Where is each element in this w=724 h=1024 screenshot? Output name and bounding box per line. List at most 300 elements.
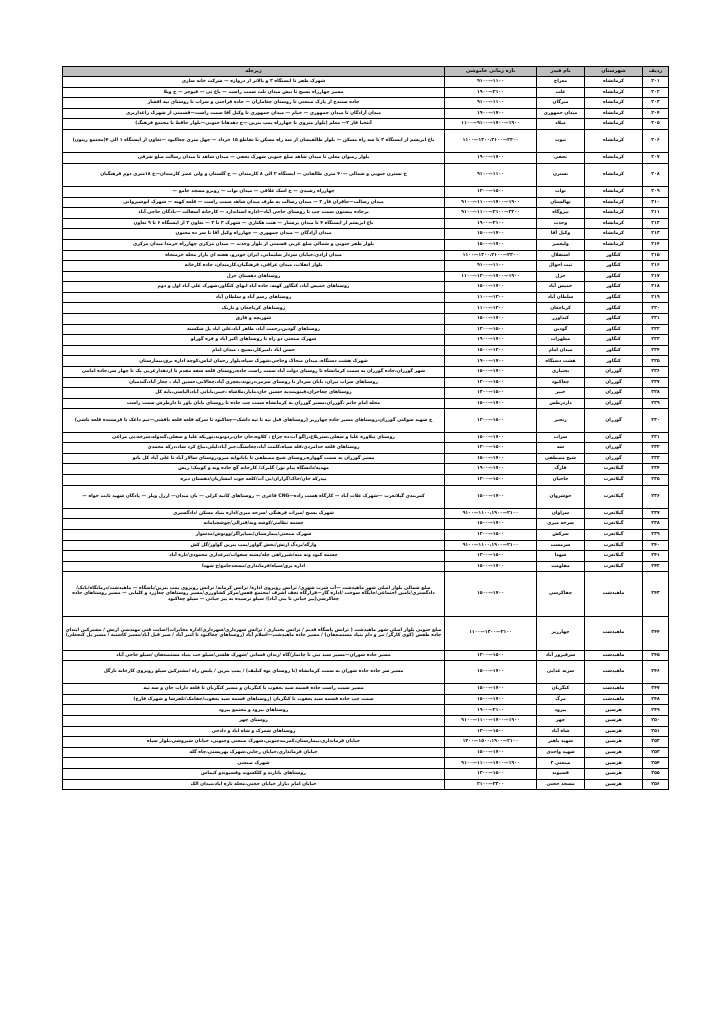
city-cell: کنگاور bbox=[585, 261, 643, 272]
city-cell: هرسین bbox=[585, 779, 643, 790]
time-cell: ۱۳۰۰—۱۵۰۰ bbox=[445, 186, 537, 197]
time-cell: ۱۳۰۰—۱۵۰۰ bbox=[445, 409, 537, 432]
table-row bbox=[63, 443, 669, 454]
route-cell: روستاهای گودین،رحمت آباد، طاهر آباد،علی اباد پل شکسته bbox=[63, 324, 445, 335]
table-row bbox=[63, 705, 669, 716]
time-cell: ۱۱۰۰—۱۳۰۰—۲۱۰۰ bbox=[445, 616, 537, 650]
time-cell: ۱۳۰۰—۱۵۰۰ bbox=[445, 529, 537, 540]
time-cell: ۱۵۰۰—۱۷۰۰ bbox=[445, 432, 537, 443]
table-row bbox=[63, 474, 669, 485]
radif-cell: ۲۲۹ bbox=[643, 398, 669, 409]
table-row bbox=[63, 432, 669, 443]
radif-cell: ۲۴۱ bbox=[643, 551, 669, 562]
feeder-cell: مطهرات bbox=[537, 335, 585, 346]
radif-cell: ۲۵۶ bbox=[643, 779, 669, 790]
table-row bbox=[63, 314, 669, 325]
radif-cell: ۲۱۶ bbox=[643, 261, 669, 272]
table-row bbox=[63, 303, 669, 314]
time-cell: ۱۳۰۰—۱۵۰۰ bbox=[445, 551, 537, 562]
city-cell: کنگاور bbox=[585, 282, 643, 293]
radif-cell: ۲۴۸ bbox=[643, 694, 669, 705]
table-row bbox=[63, 769, 669, 780]
table-row bbox=[63, 261, 669, 272]
time-cell: ۱۵۰۰—۱۷۰۰ bbox=[445, 229, 537, 240]
table-row bbox=[63, 239, 669, 250]
route-cell: مسیر جاده شوران—مسیر سید نبی تا چانمار/گاه /زندان قسانی /شهرک هلشی/سیلو حب بنیاد مستضعفان /سیلو حاجی آباد bbox=[63, 650, 445, 661]
radif-cell: ۲۲۸ bbox=[643, 388, 669, 399]
radif-cell: ۲۰۶ bbox=[643, 129, 669, 152]
route-cell: چشمه کبود ونه منه/شیرزاهی چله/پشته سفوات/مرغداری محمودی/تازه آباد bbox=[63, 551, 445, 562]
table-row bbox=[63, 98, 669, 109]
city-cell: کنگاور bbox=[585, 345, 643, 356]
city-cell: کنگاور bbox=[585, 356, 643, 367]
time-cell: ۱۵۰۰—۱۷۰۰ bbox=[445, 485, 537, 508]
table-row bbox=[63, 508, 669, 519]
time-cell: ۱۳۰۰—۱۵۰۰ bbox=[445, 388, 537, 399]
feeder-cell: خزل bbox=[537, 271, 585, 282]
radif-cell: ۲۲۳ bbox=[643, 335, 669, 346]
feeder-cell: هشت دستگاه bbox=[537, 356, 585, 367]
route-cell: شهرک بسیج /میرات فرهنگی /سرخه میری/اداره بنیاد مسکن /دادگستری bbox=[63, 508, 445, 519]
city-cell: کنگاور bbox=[585, 303, 643, 314]
route-cell: روستاهای دهستان خزل bbox=[63, 271, 445, 282]
feeder-cell: چهارزبر bbox=[537, 616, 585, 650]
feeder-cell: نهالستان bbox=[537, 197, 585, 208]
radif-cell: ۲۱۸ bbox=[643, 282, 669, 293]
route-cell: کمربندی گیلانغرب —شهرک علات آباد — کارگاه هست زاده—CNG قاعری — روستاهای کانیه کرلی — بان میدان— ارزل ویلر — پادگان شهید ثابت خواه — bbox=[63, 485, 445, 508]
time-cell: ۱۹۰۰—۱۷۰۰ bbox=[445, 464, 537, 475]
time-cell: ۱۵۰۰—۱۷۰۰ bbox=[445, 747, 537, 758]
header-radif: ردیف bbox=[643, 67, 669, 77]
time-cell: ۱۱۰۰—۱۳۰۰ bbox=[445, 292, 537, 303]
radif-cell: ۲۵۰ bbox=[643, 716, 669, 727]
radif-cell: ۲۴۴ bbox=[643, 616, 669, 650]
city-cell: هرسین bbox=[585, 758, 643, 769]
table-row bbox=[63, 77, 669, 88]
radif-cell: ۲۰۵ bbox=[643, 119, 669, 130]
radif-cell: ۲۰۷ bbox=[643, 153, 669, 164]
radif-cell: ۲۴۷ bbox=[643, 684, 669, 695]
radif-cell: ۲۳۰ bbox=[643, 409, 669, 432]
feeder-cell: معراج bbox=[537, 77, 585, 88]
city-cell: گوزران bbox=[585, 367, 643, 378]
table-row bbox=[63, 779, 669, 790]
table-row bbox=[63, 684, 669, 695]
radif-cell: ۲۵۴ bbox=[643, 758, 669, 769]
time-cell: ۲۱۰۰—۲۳۰۰ bbox=[445, 779, 537, 790]
city-cell: کرمانشاه bbox=[585, 229, 643, 240]
radif-cell: ۲۳۱ bbox=[643, 432, 669, 443]
radif-cell: ۲۰۳ bbox=[643, 98, 669, 109]
city-cell: ماهیدشت bbox=[585, 650, 643, 661]
feeder-cell: نیروگاه bbox=[537, 208, 585, 219]
city-cell: کنگاور bbox=[585, 324, 643, 335]
city-cell: هرسین bbox=[585, 737, 643, 748]
table-row bbox=[63, 529, 669, 540]
feeder-cell: وحدت bbox=[537, 218, 585, 229]
table-row bbox=[63, 153, 669, 164]
table-row bbox=[63, 356, 669, 367]
table-row bbox=[63, 335, 669, 346]
time-cell: ۱۹۰۰—۲۱۰۰ bbox=[445, 218, 537, 229]
city-cell: گیلانغرب bbox=[585, 519, 643, 530]
route-cell: خیابان فرمانداری،بیمارستان،کمربندجنوبی،شهرک صنعتی وجنوبی، خیابان شیروشی،بلوار سپاه bbox=[63, 737, 445, 748]
route-cell: خیابان فرمانداری،خیابان رجایی،شهرک بهزیستی،چاه گله bbox=[63, 747, 445, 758]
header-feeder: نام فیدر bbox=[537, 67, 585, 77]
table-row bbox=[63, 377, 669, 388]
header-route: زیرحله bbox=[63, 67, 445, 77]
city-cell: ماهیدشت bbox=[585, 684, 643, 695]
city-cell: کرمانشاه bbox=[585, 208, 643, 219]
route-cell: بیدرکه خان/خاک/گزاران/بی آب/کلغه جوب امشاریان/دهستان دیره bbox=[63, 474, 445, 485]
route-cell: ضلع شمالی بلوار اصلی شهر ماهیدشت —آب شرب شهری/ ترانس روبروی اداره/ ترانس کرمایه/ ترانس روبروی پمپ بنزین/پاسگاه — ماهیدشت/درمانگاه/بانک/دادگستری/تامین اجتماعی/جایگاه سوخت /اداره گاز—فرارگاه نجف اشرف /مجتمع قفس/مرکز کشاورزی/مسیر روستاهای چغازرد و کلپایی — مسیر روستاهای جاده چغاکرسی(پیر حیانی تا بنی آباد)/ سیلو نرسیده به پیر حیانی — سیلو چغاکبود bbox=[63, 572, 445, 616]
route-cell: روستاهای شمرک و شاه اباد و دادجی bbox=[63, 726, 445, 737]
radif-cell: ۲۲۱ bbox=[643, 314, 669, 325]
table-row bbox=[63, 229, 669, 240]
feeder-cell: سرنه غذایی bbox=[537, 661, 585, 684]
table-row bbox=[63, 324, 669, 335]
feeder-cell: شهدا bbox=[537, 551, 585, 562]
city-cell: گوزران bbox=[585, 388, 643, 399]
feeder-cell: استقلال bbox=[537, 250, 585, 261]
table-row bbox=[63, 650, 669, 661]
feeder-cell: نبوت bbox=[537, 129, 585, 152]
feeder-cell: مقاومت bbox=[537, 561, 585, 572]
city-cell: کرمانشاه bbox=[585, 129, 643, 152]
time-cell: ۱۳۰۰—۱۵۰۰ bbox=[445, 726, 537, 737]
city-cell: ماهیدشت bbox=[585, 661, 643, 684]
time-cell: ۱۱۰۰—۱۳۰۰—۱۷۰۰—۱۹۰۰ bbox=[445, 271, 537, 282]
route-cell: اداره برق/سپاه/فرمانداری/مسجدجامع/خ شهدا bbox=[63, 561, 445, 572]
time-cell: ۹۱۰۰—۱۱۰۰ bbox=[445, 98, 537, 109]
city-cell: گیلانغرب bbox=[585, 561, 643, 572]
city-cell: گیلانغرب bbox=[585, 474, 643, 485]
feeder-cell: کرباچغان bbox=[537, 303, 585, 314]
route-cell: میدان ازادی،خیابان سردار سلیمانی، ایران خودرو، هفته ای بازار محله خرمنجاه bbox=[63, 250, 445, 261]
time-cell: ۱۳۰۰—۱۵۰۰ bbox=[445, 324, 537, 335]
time-cell: ۱۵۰۰—۱۳۰۰ bbox=[445, 345, 537, 356]
city-cell: گیلانغرب bbox=[585, 464, 643, 475]
route-cell: شهرک هشت دستگاه، میدان ضحاک وحاجی،شهرک سپاه،بلوار رحمان لباس،کوچه اداره برق،بیمارستان bbox=[63, 356, 445, 367]
feeder-cell: ثبت احوال bbox=[537, 261, 585, 272]
route-cell: بلوار رضوان معلی تا میدان شاهد ضلع جنوبی شهرک نجفی — میدان شاهد تا میدان رسالت ضلع شرقی bbox=[63, 153, 445, 164]
city-cell: کرمانشاه bbox=[585, 218, 643, 229]
time-cell: ۹۱۰۰—۱۱۰۰—۱۷۰۰—۱۹۰۰ bbox=[445, 716, 537, 727]
table-row bbox=[63, 661, 669, 684]
city-cell: کرمانشاه bbox=[585, 197, 643, 208]
table-row bbox=[63, 616, 669, 650]
route-cell: باغ ابریشم از ایستگاه ۲ تا سه راه مسکن — بلوار طالقیسان از سه راه مسکن تا تقاطع ۱۵ خرداد — چهل متری چغاکبود —تعاون از ایستگاه ۱ الی ۴(مجتمع زیتون) bbox=[63, 129, 445, 152]
route-cell: برجاده بیستون سمت چپ تا روستای حاجی آباد—اداره استاندارد — کارخانه آسفالت —بادگان حاجی آباد bbox=[63, 208, 445, 219]
city-cell: کرمانشاه bbox=[585, 77, 643, 88]
radif-cell: ۲۲۶ bbox=[643, 367, 669, 378]
feeder-cell: بیرود bbox=[537, 705, 585, 716]
time-cell: ۱۵۰۰—۱۷۰۰ bbox=[445, 661, 537, 684]
time-cell: ۹۱۰۰—۱۱۰۰،۱۹۰۰—۲۱۰۰ bbox=[445, 508, 537, 519]
feeder-cell: حاجیان bbox=[537, 474, 585, 485]
time-cell: ۱۹۰۰—۱۷۰۰ bbox=[445, 335, 537, 346]
radif-cell: ۲۱۱ bbox=[643, 208, 669, 219]
city-cell: کرمانشاه bbox=[585, 98, 643, 109]
route-cell: حسن ایاد ،امیرکار،بسیج ، میدان امام bbox=[63, 345, 445, 356]
outage-table bbox=[62, 66, 669, 790]
route-cell: روستاهای بانازند و کلکشوند وفسیوندو کیماس bbox=[63, 769, 445, 780]
city-cell: گوزران bbox=[585, 398, 643, 409]
radif-cell: ۲۰۴ bbox=[643, 108, 669, 119]
table-row bbox=[63, 218, 669, 229]
city-cell: ماهیدشت bbox=[585, 616, 643, 650]
time-cell: ۱۳۰۰—۱۵۰۰ bbox=[445, 377, 537, 388]
time-cell: ۱۵۰۰—۱۷۰۰ bbox=[445, 694, 537, 705]
radif-cell: ۲۳۲ bbox=[643, 443, 669, 454]
feeder-cell: شه bbox=[537, 443, 585, 454]
time-cell: ۱۹۰۰—۱۷۰۰ bbox=[445, 356, 537, 367]
time-cell: ۱۵۰۰—۱۷۰۰ bbox=[445, 519, 537, 530]
city-cell: گیلانغرب bbox=[585, 540, 643, 551]
radif-cell: ۲۵۵ bbox=[643, 769, 669, 780]
time-cell: ۹۱۰۰—۱۱۰۰—۱۷۰۰—۱۹۰۰ bbox=[445, 758, 537, 769]
table-row bbox=[63, 292, 669, 303]
route-cell: آنتخیا فاز ۲— معلم (بلوار منزوی تا چهارراه پمپ بنزین —خ دهدهانا جنوبی—بلوار حافظ تا مجتمع فرهنگ) bbox=[63, 119, 445, 130]
table-row bbox=[63, 163, 669, 186]
city-cell: هرسین bbox=[585, 716, 643, 727]
table-row bbox=[63, 409, 669, 432]
table-row bbox=[63, 250, 669, 261]
table-body bbox=[63, 77, 669, 790]
time-cell: ۱۳۰۰—۱۵۰۰ bbox=[445, 769, 537, 780]
city-cell: کرمانشاه bbox=[585, 108, 643, 119]
feeder-cell: خیبر bbox=[537, 388, 585, 399]
city-cell: گیلانغرب bbox=[585, 551, 643, 562]
time-cell: ۹۱۰۰—۱۱۰۰—۱۷۰۰—۱۹۰۰ bbox=[445, 197, 537, 208]
radif-cell: ۲۲۷ bbox=[643, 377, 669, 388]
time-cell: ۱۳۰۰—۱۵۰۰ bbox=[445, 443, 537, 454]
route-cell: مسیر سمت راست جاده قسمه سید یعقوب تا کنگربان و مسیر کنگربان تا قلعه داراب خان و سه تپه bbox=[63, 684, 445, 695]
feeder-cell: چغاکبود bbox=[537, 377, 585, 388]
time-cell: ۱۳۰۰—۱۵۰۰ bbox=[445, 474, 537, 485]
radif-cell: ۲۳۷ bbox=[643, 508, 669, 519]
city-cell: کرمانشاه bbox=[585, 119, 643, 130]
city-cell: گیلانغرب bbox=[585, 529, 643, 540]
route-cell: شوریچه و فارق bbox=[63, 314, 445, 325]
time-cell: ۱۵۰۰—۱۷۰۰ bbox=[445, 239, 537, 250]
route-cell: میدان آزادگان تا میدان جمهوری — خیام — میدان جمهوری تا وکیل آقا سمت راست—قسمتی از شهرک زاغداربری bbox=[63, 108, 445, 119]
time-cell: ۱۱۰۰—۹۱۰۰—۱۷۰۰—۱۹۰۰ bbox=[445, 119, 537, 130]
table-row bbox=[63, 561, 669, 572]
feeder-cell: فسیوند bbox=[537, 769, 585, 780]
time-cell: ۱۵۰۰—۱۷۰۰ bbox=[445, 398, 537, 409]
radif-cell: ۲۳۹ bbox=[643, 529, 669, 540]
feeder-cell: سرکش bbox=[537, 529, 585, 540]
city-cell: گوزران bbox=[585, 453, 643, 464]
time-cell: ۱۵۰۰—۱۷۰۰ bbox=[445, 453, 537, 464]
table-row bbox=[63, 108, 669, 119]
feeder-cell: بختیاری bbox=[537, 367, 585, 378]
city-cell: هرسین bbox=[585, 705, 643, 716]
radif-cell: ۲۴۳ bbox=[643, 572, 669, 616]
time-cell: ۱۵۰۰—۱۷۰۰ bbox=[445, 314, 537, 325]
route-cell: خیابان امام ،بازار خیابان حجتی،محله تازه اباد،میدان الک bbox=[63, 779, 445, 790]
radif-cell: ۲۱۴ bbox=[643, 239, 669, 250]
route-cell: چشمه نظامی/کوشه ونه/قنرالی/چوشچیامانه bbox=[63, 519, 445, 530]
table-row bbox=[63, 197, 669, 208]
route-cell: شهرک صنعتی دو راه تا روستاهای اکبر آباد و فره گوزلو bbox=[63, 335, 445, 346]
table-row bbox=[63, 119, 669, 130]
feeder-cell: میدان جمهوری bbox=[537, 108, 585, 119]
city-cell: کنگاور bbox=[585, 335, 643, 346]
route-cell: خ شهید شوکتی گوزران،روستاهای مسیر جاده چهارزبر (روستاهای قبل تپه تا تپه داشک—چغاکبود تا سرکه قلعه فلعه ناقشی—تیم داغک تا فرستنده قلعه ناشی) bbox=[63, 409, 445, 432]
feeder-cell: سراب bbox=[537, 432, 585, 443]
route-cell: روستاهای کرباچغان و تاریک bbox=[63, 303, 445, 314]
table-row bbox=[63, 129, 669, 152]
feeder-cell: نواب bbox=[537, 186, 585, 197]
radif-cell: ۲۳۵ bbox=[643, 474, 669, 485]
feeder-cell: خوشروان bbox=[537, 485, 585, 508]
time-cell: ۱۹۰۰—۱۷۰۰ bbox=[445, 153, 537, 164]
header-time: بازه زمانی خاموشی bbox=[445, 67, 537, 77]
feeder-cell: شیخ مصطفی bbox=[537, 453, 585, 464]
table-row bbox=[63, 551, 669, 562]
city-cell: کنگاور bbox=[585, 314, 643, 325]
radif-cell: ۲۰۲ bbox=[643, 87, 669, 98]
time-cell: ۱۱۰۰—۱۳۰۰،۲۱۰۰—۲۳۰۰ bbox=[445, 129, 537, 152]
table-row bbox=[63, 747, 669, 758]
route-cell: روستاهای رسم آباد و سلطان آباد bbox=[63, 292, 445, 303]
city-cell: ماهیدشت bbox=[585, 694, 643, 705]
time-cell: ۹۱۰۰—۱۱۰۰ bbox=[445, 163, 537, 186]
route-cell: شهرک صنعتی bbox=[63, 758, 445, 769]
table-row bbox=[63, 186, 669, 197]
city-cell: ماهیدشت bbox=[585, 572, 643, 616]
feeder-cell: مرگ bbox=[537, 694, 585, 705]
route-cell: خ نسترن جنوبی و شمالی —۴۰ متری طالقانی — ایستگاه ۲ الی ۸ کارمندان — خ گلستان و ولی عصر کارمندان—خ ۱۸متری دوم فرهنگیان bbox=[63, 163, 445, 186]
route-cell: شهرک ظفر تا ایستگاه ۲ و بالاتر از دروازه — شرکت خانه سازی bbox=[63, 77, 445, 88]
route-cell: بلوار انقلاب، میدان عراقی، فرهنگیان،کارمندان، جاده کارخانه bbox=[63, 261, 445, 272]
radif-cell: ۲۲۴ bbox=[643, 345, 669, 356]
feeder-cell: داردرطس bbox=[537, 398, 585, 409]
radif-cell: ۲۱۵ bbox=[643, 250, 669, 261]
city-cell: کنگاور bbox=[585, 292, 643, 303]
city-cell: گوزران bbox=[585, 443, 643, 454]
table-row bbox=[63, 282, 669, 293]
route-cell: باغ ابریشم از ایستگاه ۴ تا میدان پرستار — هنت هکتاری — شهرک ۲ تا ۳ — تعاون ۲ از ایستگاه ۶ تا ۹ تعاون bbox=[63, 218, 445, 229]
feeder-cell: سرفیروز آباد bbox=[537, 650, 585, 661]
radif-cell: ۲۱۹ bbox=[643, 292, 669, 303]
radif-cell: ۲۴۹ bbox=[643, 705, 669, 716]
feeder-cell: میدان امام bbox=[537, 345, 585, 356]
route-cell: روستاهای چغاخزان،فینوپتندیه حسین خان،مایاز،ملاشاه ،خیبر،بابانی آباد،الیاسی،بابه کل bbox=[63, 388, 445, 399]
feeder-cell: شاه آباد bbox=[537, 726, 585, 737]
route-cell: روستای تیلاوره علیا و سفلی،سنزبلاغ،زاگو آب،ده جراغ ، کلاوه،جان جان،ردوتوند،نوربکه علیا و سفلی،گندوله،سرخه،نی مراغی bbox=[63, 432, 445, 443]
route-cell: میدان رسالت—جاقزان فاز ۲ — میدان رسالت به طرف میدان شاهد سمت راست — قلعه کهنه — شهرک انوشیروانی bbox=[63, 197, 445, 208]
route-cell: روستای چهر bbox=[63, 716, 445, 727]
time-cell: ۱۹۰۰—۲۱۰۰ bbox=[445, 705, 537, 716]
city-cell: کنگاور bbox=[585, 271, 643, 282]
radif-cell: ۲۲۰ bbox=[643, 303, 669, 314]
city-cell: گوزران bbox=[585, 409, 643, 432]
table-row bbox=[63, 519, 669, 530]
radif-cell: ۲۲۵ bbox=[643, 356, 669, 367]
route-cell: روستاهای بیرود و مجتمع بیرود bbox=[63, 705, 445, 716]
radif-cell: ۲۳۴ bbox=[643, 464, 669, 475]
feeder-cell: سراوان bbox=[537, 508, 585, 519]
route-cell: مسیر چهارراه بسیج تا نبش میدان تلث سمت راست — باغ نی — فیوچر — خ ویلا bbox=[63, 87, 445, 98]
time-cell: ۱۵۰۰—۱۷۰۰ bbox=[445, 367, 537, 378]
radif-cell: ۲۵۳ bbox=[643, 747, 669, 758]
table-row bbox=[63, 726, 669, 737]
table-row bbox=[63, 572, 669, 616]
time-cell: ۱۳۰۰—۱۵۰۰،۱۹۰۰—۲۱۰۰ bbox=[445, 737, 537, 748]
city-cell: کرمانشاه bbox=[585, 87, 643, 98]
feeder-cell: سلطان آباد bbox=[537, 292, 585, 303]
feeder-cell: میلاد bbox=[537, 119, 585, 130]
time-cell: ۱۱۰۰—۱۳۰۰ bbox=[445, 303, 537, 314]
city-cell: هرسین bbox=[585, 726, 643, 737]
feeder-cell: زنجیر bbox=[537, 409, 585, 432]
time-cell: ۹۱۰۰—۱۱۰۰—۲۱۰۰—۲۳۰۰ bbox=[445, 208, 537, 219]
route-cell: ضلع جنوبی بلوار اصلی شهر ماهیدشت ( ترانس پاسگاه قدیم / ترانس بختیاری / ترانس شهرداری/شهرداری/اداره مخابرات)/سایت فنی مهندسی ارتش / مشترکین ابتدای جاده طفس (کوی کارگر/ تیر و دام بنیاد مستضعفان) / مسیر جاده ماهیدشت—اسلام آباد (روستاهای چغاکبود تا امیر آباد / سیر قبل آباد/مسیر کاشتیه / مسیر پل کنجعلی) bbox=[63, 616, 445, 650]
city-cell: گوزران bbox=[585, 432, 643, 443]
radif-cell: ۲۰۹ bbox=[643, 186, 669, 197]
city-cell: کرمانشاه bbox=[585, 163, 643, 186]
feeder-cell: گودین bbox=[537, 324, 585, 335]
city-cell: گیلانغرب bbox=[585, 508, 643, 519]
table-row bbox=[63, 694, 669, 705]
feeder-cell: چقاکرسی bbox=[537, 572, 585, 616]
time-cell: ۱۳۰۰—۱۵۰۰ bbox=[445, 650, 537, 661]
city-cell: گوزران bbox=[585, 377, 643, 388]
radif-cell: ۲۴۶ bbox=[643, 661, 669, 684]
radif-cell: ۲۲۲ bbox=[643, 324, 669, 335]
route-cell: مسیر گوزران به سمت گهواره،روستای شیخ مصطفی تا بابانوایه میرو،روستای سالار آباد تا علی آباد کل باتو bbox=[63, 453, 445, 464]
header-city: شهرستان bbox=[585, 67, 643, 77]
route-cell: مهدیه/دانشگاه پیام نور/ گلبرک/ کارخانه گچ جاده ونه و کوینک/ ریس bbox=[63, 464, 445, 475]
route-cell: بلوار ظفر جنوبی و شمالی ضلع غربی قسمتی از بلوار وحدت — میدان مرکزی چهارراه خرمدا میدان مرکزی bbox=[63, 239, 445, 250]
time-cell: ۱۵۰۰—۱۷۰۰ bbox=[445, 572, 537, 616]
table-row bbox=[63, 453, 669, 464]
route-cell: روستاهای قلعه خدامردی،قله سیاه،کلمت آباد،چغاسنگ،جبر آباد،لیلی،بیاع کرد شاد،درکه محمدی bbox=[63, 443, 445, 454]
time-cell: ۱۵۰۰—۱۷۰۰ bbox=[445, 561, 537, 572]
time-cell: ۱۹۰۰—۲۱۰۰ bbox=[445, 87, 537, 98]
route-cell: چهارراه رشیدی — خ اسک علاقی — میدان نواب — روبرو مسجد جامع — bbox=[63, 186, 445, 197]
radif-cell: ۲۵۱ bbox=[643, 726, 669, 737]
table-header-row bbox=[63, 67, 669, 77]
table-row bbox=[63, 398, 669, 409]
feeder-cell: شهید باهنر bbox=[537, 737, 585, 748]
feeder-cell: مسجد حجتی bbox=[537, 779, 585, 790]
feeder-cell: علت bbox=[537, 87, 585, 98]
radif-cell: ۲۳۳ bbox=[643, 453, 669, 464]
route-cell: شهرک صنعتی/بیمارستان/بمپایراگر/وونوش/مدسوار bbox=[63, 529, 445, 540]
city-cell: کرمانشاه bbox=[585, 186, 643, 197]
radif-cell: ۲۱۳ bbox=[643, 229, 669, 240]
table-row bbox=[63, 758, 669, 769]
table-row bbox=[63, 271, 669, 282]
city-cell: کرمانشاه bbox=[585, 239, 643, 250]
feeder-cell: میرگان bbox=[537, 98, 585, 109]
table-row bbox=[63, 367, 669, 378]
route-cell: میدان آزادگان — میدان جمهوری — چهارراه وکیل آقا تا سر ده مجنون bbox=[63, 229, 445, 240]
time-cell: ۱۱۰۰—۱۳۰۰،۲۱۰۰—۲۳۰۰ bbox=[445, 250, 537, 261]
route-cell: محله امام خاتم ،گوزران،مسیر گوزران به کرمانشاه سمت چپ جاده تا روستای بابان پاوز تا دارطرش سمت راست bbox=[63, 398, 445, 409]
route-cell: روستاهای خمیس آباد، کنگاور کهنه، جاده آباد ابهای کنگاور،شهرک علی آباد اول و دوم bbox=[63, 282, 445, 293]
table-row bbox=[63, 716, 669, 727]
route-cell: روستاهای سراب نیران، بابان سرداز تا روستای سرمز،درتوند،بغچری آباد،چغالابی،حسین آباد ، چغار آباد،گندمیان bbox=[63, 377, 445, 388]
time-cell: ۹۱۰۰—۱۱۰۰،۱۹۰۰—۲۱۰۰ bbox=[445, 540, 537, 551]
feeder-cell: نسترن bbox=[537, 163, 585, 186]
time-cell: ۱۵۰۰—۱۷۰۰ bbox=[445, 684, 537, 695]
table-row bbox=[63, 388, 669, 399]
